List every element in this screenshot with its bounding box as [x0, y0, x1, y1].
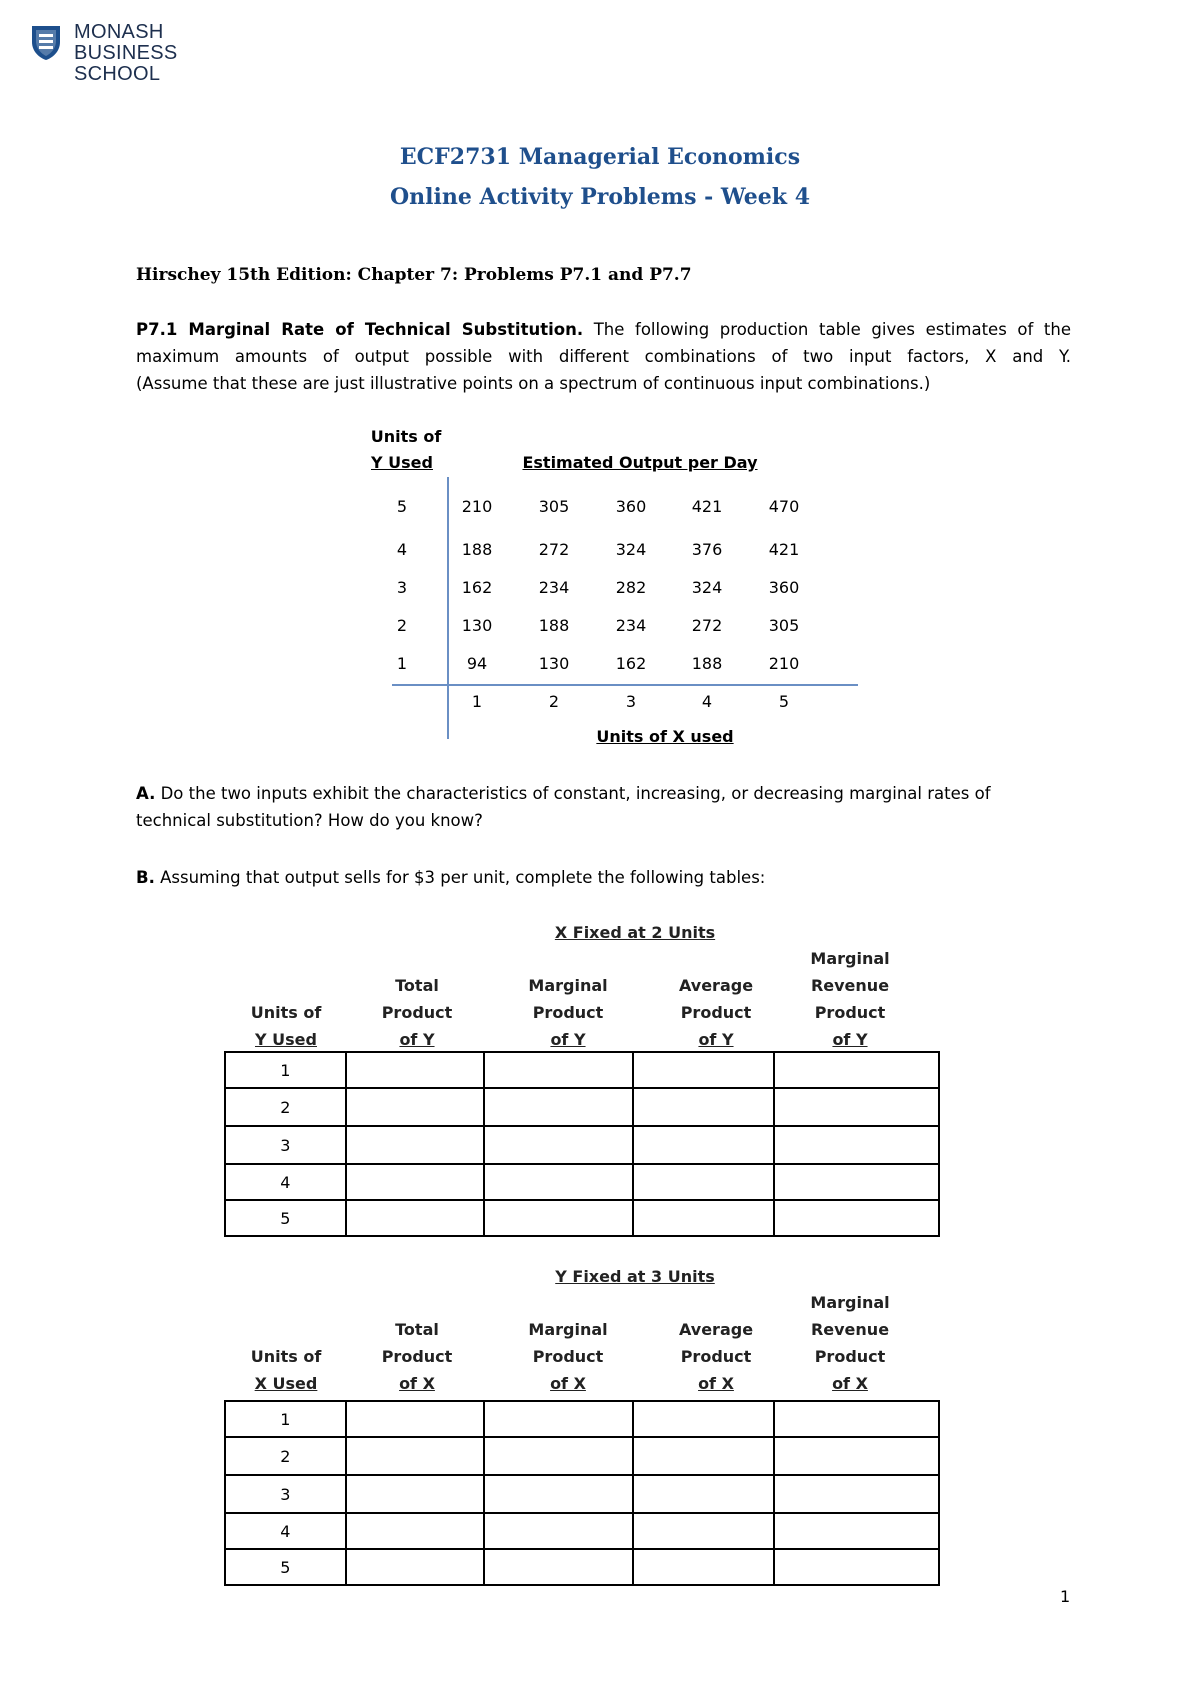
- answer-cell[interactable]: [484, 1052, 633, 1088]
- row-unit-label: 3: [225, 1126, 346, 1164]
- answer-cell[interactable]: [346, 1164, 485, 1200]
- y-header-line-2: Y Used: [371, 453, 433, 472]
- question-a-line-2: technical substitution? How do you know?: [136, 811, 483, 830]
- table-x-col4-header: Marginal Revenue Product of Y: [810, 949, 890, 1049]
- answer-cell[interactable]: [346, 1437, 485, 1475]
- logo-line-2: BUSINESS: [74, 42, 178, 64]
- output-value: 376: [691, 540, 723, 559]
- answer-cell[interactable]: [774, 1126, 939, 1164]
- row-unit-label: 2: [225, 1088, 346, 1126]
- table-y-col3-header: Average Product of X: [678, 1320, 754, 1393]
- question-a-label: A.: [136, 784, 156, 803]
- table-row: [225, 1126, 939, 1164]
- table-row: [225, 1088, 939, 1126]
- table-x-col1-header: Total Product of Y: [381, 976, 453, 1049]
- x-unit-label: 5: [778, 692, 790, 711]
- p71-line-2: maximum amounts of output possible with different combinations of two input factors, X and Y.: [136, 347, 1071, 366]
- answer-cell[interactable]: [346, 1549, 485, 1585]
- answer-cell[interactable]: [346, 1088, 485, 1126]
- table-row: [225, 1401, 939, 1437]
- x-unit-label: 3: [625, 692, 637, 711]
- answer-cell[interactable]: [774, 1164, 939, 1200]
- output-value: 162: [461, 578, 493, 597]
- answer-cell[interactable]: [346, 1513, 485, 1549]
- answer-cell[interactable]: [346, 1200, 485, 1236]
- row-unit-label: 2: [225, 1437, 346, 1475]
- output-value: 188: [691, 654, 723, 673]
- answer-cell[interactable]: [346, 1126, 485, 1164]
- table-x-fixed: [224, 1051, 940, 1237]
- table-row: [225, 1200, 939, 1236]
- row-unit-label: 5: [225, 1549, 346, 1585]
- output-value: 130: [461, 616, 493, 635]
- answer-cell[interactable]: [774, 1437, 939, 1475]
- table-y-fixed: [224, 1400, 940, 1586]
- table-x-fixed-title: X Fixed at 2 Units: [554, 923, 716, 942]
- chapter-heading: Hirschey 15th Edition: Chapter 7: Problems P7.1 and P7.7: [136, 265, 692, 285]
- page-number: 1: [1060, 1587, 1071, 1606]
- answer-cell[interactable]: [774, 1549, 939, 1585]
- output-value: 324: [615, 540, 647, 559]
- y-unit-label: 1: [396, 654, 408, 673]
- row-unit-label: 4: [225, 1513, 346, 1549]
- logo-line-1: MONASH: [74, 21, 164, 43]
- x-unit-label: 4: [701, 692, 713, 711]
- monash-crest-icon: [26, 22, 66, 62]
- answer-cell[interactable]: [633, 1401, 774, 1437]
- p71-line-1: P7.1 Marginal Rate of Technical Substitution. The following production table gives estimates of the: [136, 320, 1071, 339]
- table-y-fixed-body: [225, 1401, 939, 1585]
- answer-cell[interactable]: [774, 1200, 939, 1236]
- activity-title: Online Activity Problems - Week 4: [389, 184, 811, 210]
- answer-cell[interactable]: [346, 1401, 485, 1437]
- vertical-axis-line: [447, 477, 449, 739]
- table-y-fixed-title: Y Fixed at 3 Units: [555, 1267, 715, 1286]
- answer-cell[interactable]: [633, 1549, 774, 1585]
- p71-line-3: (Assume that these are just illustrative points on a spectrum of continuous input combinations.): [136, 374, 931, 393]
- output-value: 421: [768, 540, 800, 559]
- y-unit-label: 4: [396, 540, 408, 559]
- output-value: 272: [691, 616, 723, 635]
- logo-line-3: SCHOOL: [74, 63, 161, 85]
- output-value: 210: [768, 654, 800, 673]
- answer-cell[interactable]: [774, 1052, 939, 1088]
- output-value: 130: [538, 654, 570, 673]
- output-value: 94: [466, 654, 488, 673]
- row-unit-label: 1: [225, 1052, 346, 1088]
- output-value: 162: [615, 654, 647, 673]
- output-value: 188: [461, 540, 493, 559]
- answer-cell[interactable]: [633, 1437, 774, 1475]
- y-unit-label: 2: [396, 616, 408, 635]
- table-y-col4-header: Marginal Revenue Product of X: [810, 1293, 890, 1393]
- output-value: 360: [768, 578, 800, 597]
- answer-cell[interactable]: [633, 1513, 774, 1549]
- answer-cell[interactable]: [484, 1437, 633, 1475]
- table-row: [225, 1513, 939, 1549]
- answer-cell[interactable]: [774, 1088, 939, 1126]
- answer-cell[interactable]: [346, 1475, 485, 1513]
- table-y-col0-header: Units of X Used: [250, 1347, 322, 1393]
- output-value: 282: [615, 578, 647, 597]
- table-row: [225, 1052, 939, 1088]
- answer-cell[interactable]: [484, 1088, 633, 1126]
- output-header: Estimated Output per Day: [522, 453, 758, 472]
- table-y-col2-header: Marginal Product of X: [528, 1320, 608, 1393]
- answer-cell[interactable]: [633, 1126, 774, 1164]
- answer-cell[interactable]: [633, 1052, 774, 1088]
- output-value: 421: [691, 497, 723, 516]
- answer-cell[interactable]: [484, 1200, 633, 1236]
- course-title: ECF2731 Managerial Economics: [399, 144, 801, 170]
- answer-cell[interactable]: [484, 1126, 633, 1164]
- output-value: 188: [538, 616, 570, 635]
- output-value: 324: [691, 578, 723, 597]
- answer-cell[interactable]: [774, 1513, 939, 1549]
- question-a: [136, 780, 1071, 834]
- output-value: 360: [615, 497, 647, 516]
- row-unit-label: 3: [225, 1475, 346, 1513]
- answer-cell[interactable]: [484, 1513, 633, 1549]
- x-unit-label: 1: [471, 692, 483, 711]
- horizontal-axis-line: [392, 684, 858, 686]
- answer-cell[interactable]: [484, 1164, 633, 1200]
- output-value: 234: [538, 578, 570, 597]
- output-value: 470: [768, 497, 800, 516]
- table-row: [225, 1437, 939, 1475]
- y-unit-label: 3: [396, 578, 408, 597]
- row-unit-label: 4: [225, 1164, 346, 1200]
- p71-label: P7.1 Marginal Rate of Technical Substitution.: [136, 320, 584, 339]
- problem-p71-text: [136, 316, 1071, 397]
- output-value: 305: [538, 497, 570, 516]
- question-b: B. Assuming that output sells for $3 per unit, complete the following tables:: [136, 868, 766, 887]
- answer-cell[interactable]: [633, 1164, 774, 1200]
- answer-cell[interactable]: [484, 1401, 633, 1437]
- x-axis-label: Units of X used: [596, 727, 734, 746]
- monash-logo: [26, 22, 186, 84]
- table-x-fixed-body: [225, 1052, 939, 1236]
- x-unit-label: 2: [548, 692, 560, 711]
- answer-cell[interactable]: [774, 1475, 939, 1513]
- answer-cell[interactable]: [633, 1200, 774, 1236]
- answer-cell[interactable]: [484, 1475, 633, 1513]
- output-value: 210: [461, 497, 493, 516]
- table-x-col3-header: Average Product of Y: [678, 976, 754, 1049]
- answer-cell[interactable]: [346, 1052, 485, 1088]
- table-row: [225, 1475, 939, 1513]
- table-y-col1-header: Total Product of X: [381, 1320, 453, 1393]
- answer-cell[interactable]: [633, 1088, 774, 1126]
- table-row: [225, 1549, 939, 1585]
- table-x-col2-header: Marginal Product of Y: [528, 976, 608, 1049]
- output-value: 272: [538, 540, 570, 559]
- answer-cell[interactable]: [484, 1549, 633, 1585]
- table-x-col0-header: Units of Y Used: [250, 1003, 322, 1049]
- answer-cell[interactable]: [774, 1401, 939, 1437]
- table-row: [225, 1164, 939, 1200]
- answer-cell[interactable]: [633, 1475, 774, 1513]
- row-unit-label: 1: [225, 1401, 346, 1437]
- question-b-label: B.: [136, 868, 155, 887]
- question-a-line-1: A. Do the two inputs exhibit the characteristics of constant, increasing, or decreasing marginal rates of: [136, 784, 991, 803]
- y-header-line-1: Units of: [370, 427, 442, 446]
- y-unit-label: 5: [396, 497, 408, 516]
- output-value: 305: [768, 616, 800, 635]
- output-value: 234: [615, 616, 647, 635]
- row-unit-label: 5: [225, 1200, 346, 1236]
